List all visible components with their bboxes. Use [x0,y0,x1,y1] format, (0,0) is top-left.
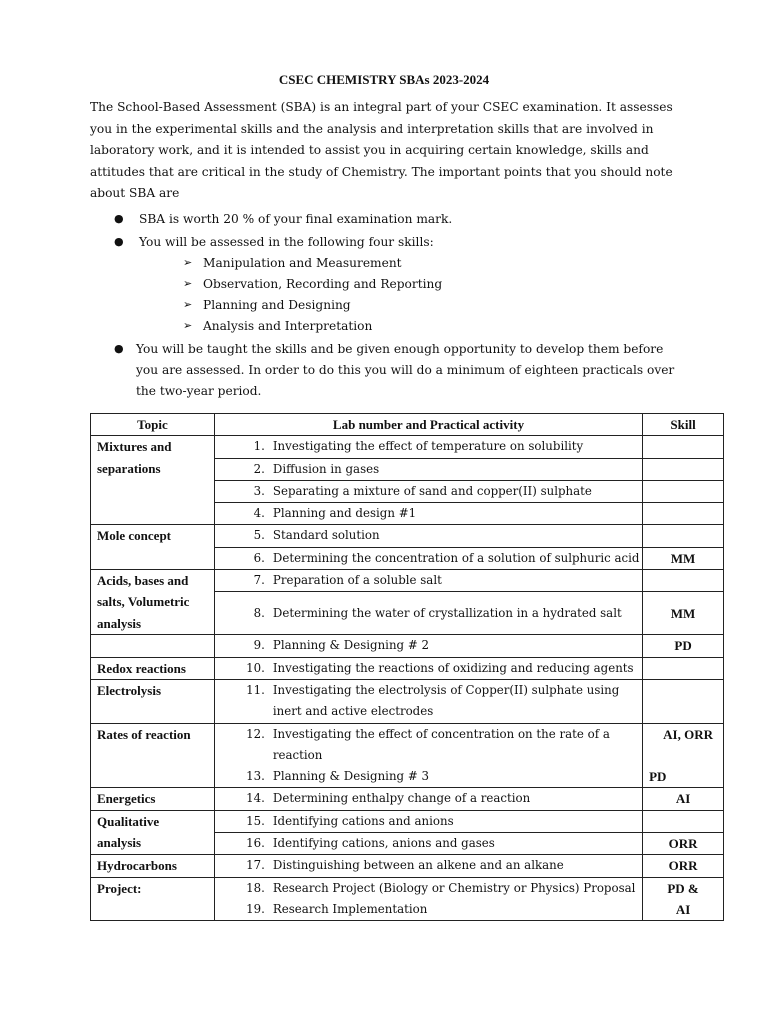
table-row [91,877,724,921]
activity-cell [214,525,642,547]
arrow-icon: ➢ [183,319,193,332]
intro-paragraph [90,97,690,205]
lab-number: 17. [246,858,265,873]
header-skill: Skill [643,414,724,436]
lab-number: 16. [246,836,265,851]
skill-cell [643,657,724,679]
lab-text: Investigating the effect of concentration on the rate of a [272,726,610,741]
table-row [91,570,724,592]
topic-text: Mixtures and [97,439,172,455]
topic-cell [91,810,215,855]
table-row [91,810,724,832]
activity-cell [214,788,642,810]
skill-cell [643,679,724,723]
lab-text: Investigating the effect of temperature on solubility [272,439,584,454]
lab-number: 11. [246,682,265,697]
activity-cell [214,547,642,569]
lab-number: 6. [253,550,265,565]
lab-number: 8. [253,605,265,620]
topic-text: analysis [97,615,142,631]
bullet-item-3-line2: you are assessed. In order to do this you will do a minimum of eighteen practicals over [136,363,675,377]
bullet-item-3-line3: the two-year period. [136,384,262,398]
lab-number: 10. [246,660,265,675]
table-row [91,679,724,723]
activity-cell [214,657,642,679]
skill-item: Planning and Designing [203,298,351,312]
activity-cell [214,436,642,458]
activity-cell [214,679,642,723]
activity-cell [214,855,642,877]
lab-text: Identifying cations, anions and gases [272,836,495,851]
practicals-table [90,413,724,921]
lab-text: Identifying cations and anions [272,813,454,828]
activity-cell [214,592,642,635]
lab-number: 12. [246,726,265,741]
activity-cell [214,503,642,525]
table-row [91,635,724,657]
skill-item: Manipulation and Measurement [203,256,402,270]
topic-cell: Electrolysis [91,679,215,723]
lab-text: inert and active electrodes [272,704,434,719]
topic-cell [91,436,215,525]
topic-cell: Mole concept [91,525,215,570]
topic-cell: Energetics [91,788,215,810]
topic-text: salts, Volumetric [97,594,190,610]
table-header-row [91,414,724,436]
lab-text: Planning & Designing # 2 [272,638,429,653]
bullet-dot: ● [114,212,124,225]
lab-number: 9. [253,638,265,653]
skill-cell [643,810,724,832]
lab-text: Research Implementation [272,901,428,916]
skill-cell: AI [643,788,724,810]
skill-cell [643,436,724,458]
skill-text: AI [675,901,691,917]
skill-cell [643,723,724,788]
activity-cell [214,458,642,480]
lab-text: Determining enthalpy change of a reaction [272,791,531,806]
lab-number: 15. [246,813,265,828]
lab-number: 1. [253,439,265,454]
bullet-dot: ● [114,342,124,355]
skill-cell [643,480,724,502]
skill-cell [643,525,724,547]
table-row [91,723,724,788]
lab-text: Planning and design #1 [272,506,417,521]
bullet-item-2: You will be assessed in the following four skills: [139,235,434,249]
lab-text: Planning & Designing # 3 [272,769,429,784]
topic-text: separations [97,460,161,476]
lab-text: Investigating the reactions of oxidizing and reducing agents [272,660,634,675]
activity-cell [214,810,642,832]
header-activity: Lab number and Practical activity [214,414,642,436]
lab-text: reaction [272,747,323,762]
skill-cell: ORR [643,833,724,855]
arrow-icon: ➢ [183,277,193,290]
activity-cell [214,877,642,921]
intro-text: The School-Based Assessment (SBA) is an integral part of your CSEC examination. It assesses you in the experimental skills and the analysis and interpretation skills that are involved in laboratory work, and it is intended to assist you in acquiring certain knowledge, skills and attitudes that are critical in the study of Chemistry. The important points that you should note about SBA are [90,100,673,200]
topic-text: analysis [97,835,142,851]
lab-text: Preparation of a soluble salt [272,573,442,588]
lab-text: Standard solution [272,528,380,543]
lab-number: 13. [246,769,265,784]
lab-text: Distinguishing between an alkene and an alkane [272,858,564,873]
document-title: CSEC CHEMISTRY SBAs 2023-2024 [278,72,490,87]
activity-cell [214,635,642,657]
topic-cell [91,635,215,657]
lab-number: 18. [246,880,265,895]
bullet-item-3-line1: You will be taught the skills and be given enough opportunity to develop them before [136,342,664,356]
lab-number: 3. [253,483,265,498]
lab-number: 2. [253,461,265,476]
table-row [91,436,724,458]
lab-number: 19. [246,901,265,916]
skill-cell [643,458,724,480]
table-row [91,657,724,679]
topic-cell [91,570,215,635]
topic-text: Acids, bases and [97,573,189,589]
lab-number: 14. [246,791,265,806]
skill-cell: MM [643,592,724,635]
lab-number: 4. [253,506,265,521]
skill-text: PD & [667,880,699,896]
activity-cell [214,833,642,855]
activity-cell [214,570,642,592]
activity-cell [214,723,642,788]
header-topic: Topic [91,414,215,436]
lab-text: Determining the concentration of a solution of sulphuric acid [272,550,640,565]
topic-cell: Hydrocarbons [91,855,215,877]
arrow-icon: ➢ [183,256,193,269]
table-row [91,788,724,810]
skill-item: Observation, Recording and Reporting [203,277,443,291]
bullet-item-1: SBA is worth 20 % of your final examination mark. [139,212,453,226]
skill-cell: PD [643,635,724,657]
bullet-dot: ● [114,235,124,248]
topic-cell: Project: [91,877,215,921]
skill-text: AI, ORR [663,726,713,742]
topic-text: Qualitative [97,813,160,829]
lab-text: Determining the water of crystallization in a hydrated salt [272,605,622,620]
activity-cell [214,480,642,502]
skill-cell: ORR [643,855,724,877]
topic-cell: Redox reactions [91,657,215,679]
table-row [91,855,724,877]
table-row [91,525,724,547]
skill-text: PD [649,768,667,784]
lab-text: Separating a mixture of sand and copper(II) sulphate [272,483,592,498]
skill-cell [643,570,724,592]
lab-text: Investigating the electrolysis of Copper(II) sulphate using [272,682,620,697]
skill-item: Analysis and Interpretation [203,319,373,333]
lab-text: Diffusion in gases [272,461,380,476]
lab-number: 7. [253,573,265,588]
skill-cell: MM [643,547,724,569]
lab-number: 5. [253,528,265,543]
lab-text: Research Project (Biology or Chemistry or Physics) Proposal [272,880,636,895]
skill-cell [643,877,724,921]
arrow-icon: ➢ [183,298,193,311]
skill-cell [643,503,724,525]
topic-cell: Rates of reaction [91,723,215,788]
